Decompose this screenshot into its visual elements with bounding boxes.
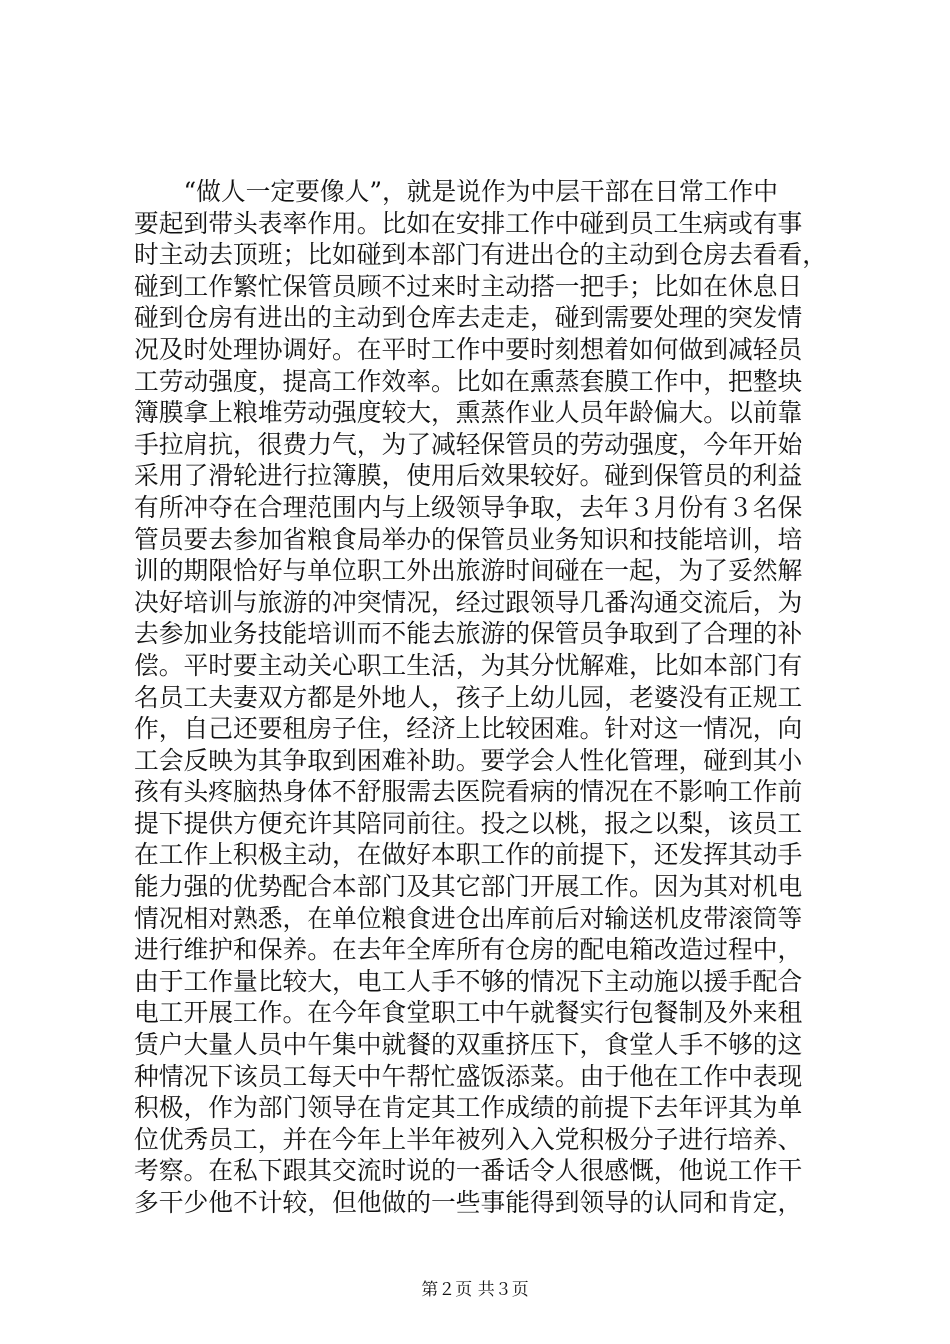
text-line: 有所冲夺在合理范围内与上级领导争取，去年３月份有３名保	[134, 492, 803, 522]
text-line: 进行维护和保养。在去年全库所有仓房的配电箱改造过程中，	[134, 935, 803, 965]
text-line: 碰到仓房有进出的主动到仓库去走走，碰到需要处理的突发情	[134, 303, 803, 333]
text-line: 积极，作为部门领导在肯定其工作成绩的前提下去年评其为单	[134, 1093, 803, 1123]
text-line: 孩有头疼脑热身体不舒服需去医院看病的情况在不影响工作前	[134, 777, 803, 807]
text-line: “做人一定要像人”，就是说作为中层干部在日常工作中	[134, 177, 779, 206]
text-line: 碰到工作繁忙保管员顾不过来时主动搭一把手；比如在休息日	[134, 271, 803, 301]
page-number: 第２页 共３页	[421, 1280, 529, 1300]
text-line: 决好培训与旅游的冲突情况，经过跟领导几番沟通交流后，为	[134, 587, 803, 617]
text-line: 采用了滑轮进行拉簿膜，使用后效果较好。碰到保管员的利益	[134, 461, 803, 491]
text-line: 管员要去参加省粮食局举办的保管员业务知识和技能培训，培	[134, 524, 803, 554]
text-line: 电工开展工作。在今年食堂职工中午就餐实行包餐制及外来租	[134, 998, 803, 1028]
text-line: 去参加业务技能培训而不能去旅游的保管员争取到了合理的补	[134, 619, 803, 649]
text-line: 况及时处理协调好。在平时工作中要时刻想着如何做到减轻员	[134, 334, 803, 364]
text-line: 名员工夫妻双方都是外地人，孩子上幼儿园，老婆没有正规工	[134, 682, 803, 712]
text-line: 多干少他不计较，但他做的一些事能得到领导的认同和肯定，	[134, 1188, 803, 1217]
text-line: 赁户大量人员中午集中就餐的双重挤压下，食堂人手不够的这	[134, 1030, 803, 1060]
text-line: 工劳动强度，提高工作效率。比如在熏蒸套膜工作中，把整块	[134, 366, 803, 396]
text-line: 提下提供方便充许其陪同前往。投之以桃，报之以梨，该员工	[134, 808, 803, 838]
text-line: 种情况下该员工每天中午帮忙盛饭添菜。由于他在工作中表现	[134, 1061, 803, 1091]
page-footer	[0, 1275, 950, 1300]
text-line: 工会反映为其争取到困难补助。要学会人性化管理，碰到其小	[134, 745, 803, 775]
text-line: 能力强的优势配合本部门及其它部门开展工作。因为其对机电	[134, 872, 803, 902]
text-line: 在工作上积极主动，在做好本职工作的前提下，还发挥其动手	[134, 840, 803, 870]
text-line: 作，自己还要租房子住，经济上比较困难。针对这一情况，向	[134, 714, 803, 744]
text-line: 考察。在私下跟其交流时说的一番话令人很感慨，他说工作干	[134, 1156, 803, 1186]
text-line: 训的期限恰好与单位职工外出旅游时间碰在一起，为了妥然解	[134, 556, 803, 586]
text-line: 手拉肩抗，很费力气，为了减轻保管员的劳动强度，今年开始	[134, 429, 803, 459]
text-line: 要起到带头表率作用。比如在安排工作中碰到员工生病或有事	[134, 208, 803, 238]
text-line: 偿。平时要主动关心职工生活，为其分忧解难，比如本部门有	[134, 650, 803, 680]
body-paragraph	[134, 176, 830, 1219]
text-line: 时主动去顶班；比如碰到本部门有进出仓的主动到仓房去看看，	[134, 240, 827, 270]
text-line: 情况相对熟悉，在单位粮食进仓出库前后对输送机皮带滚筒等	[134, 903, 803, 933]
text-line: 位优秀员工，并在今年上半年被列入入党积极分子进行培养、	[134, 1124, 803, 1154]
text-line: 由于工作量比较大，电工人手不够的情况下主动施以援手配合	[134, 966, 803, 996]
text-line: 簿膜拿上粮堆劳动强度较大，熏蒸作业人员年龄偏大。以前靠	[134, 398, 803, 428]
